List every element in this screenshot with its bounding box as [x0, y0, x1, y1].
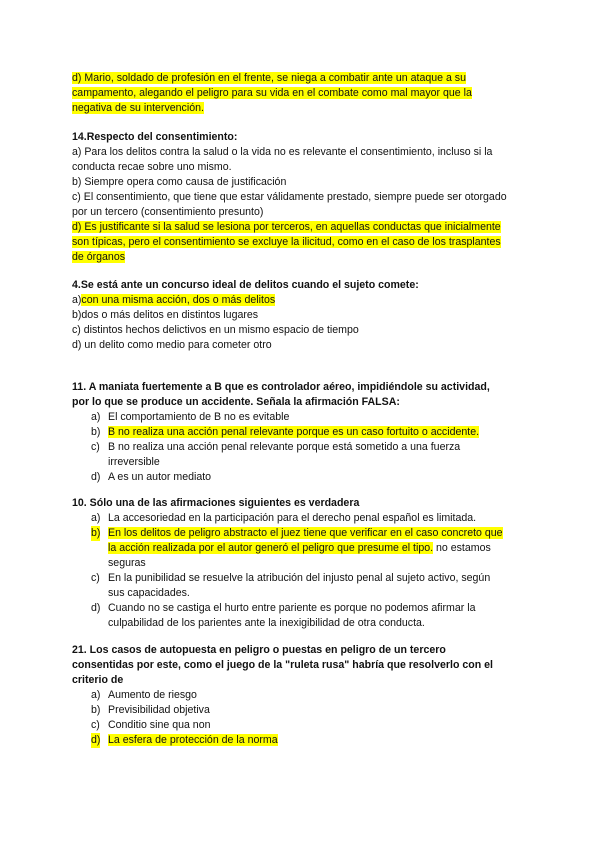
option-b-cont — [72, 541, 528, 556]
option-d: d) un delito como medio para cometer otro — [72, 339, 272, 351]
option-marker: a) — [91, 411, 101, 423]
question-title: 14.Respecto del consentimiento: — [72, 131, 238, 143]
option-b: b)dos o más delitos en distintos lugares — [72, 309, 259, 321]
option-marker: a) — [91, 689, 101, 701]
option-b: b) Previsibilidad objetiva — [91, 704, 210, 716]
option-c: c) B no realiza una acción penal relevante porque está sometido a una fuerza — [91, 441, 461, 453]
option-a-highlighted: con una misma acción, dos o más delitos — [81, 294, 276, 306]
option-marker: d) — [91, 734, 101, 746]
option-marker: d) — [91, 471, 101, 483]
highlighted-answer: negativa de su intervención. — [72, 102, 204, 114]
option-a: a) La accesoriedad en la participación para el derecho penal español es limitada. — [91, 512, 477, 524]
question-title-cont: consentidas por este, como el juego de la "ruleta rusa" habría que resolverlo con el — [72, 659, 493, 671]
question-title: 4.Se está ante un concurso ideal de delitos cuando el sujeto comete: — [72, 279, 419, 291]
option-c: c) El consentimiento, que tiene que estar válidamente prestado, siempre puede ser otorgado — [72, 191, 507, 203]
highlighted-answer: campamento, alegando el peligro para su vida en el combate como mal mayor que la — [72, 87, 472, 99]
option-marker: d) — [91, 602, 101, 614]
option-b-highlighted: la acción realizada por el autor generó el peligro que presume el tipo. — [108, 542, 434, 554]
question-11 — [72, 380, 528, 485]
option-d-highlighted: son típicas, pero el consentimiento se excluye la ilicitud, como en el caso de los trasplantes — [72, 236, 501, 248]
option-b: b) Siempre opera como causa de justificación — [72, 176, 287, 188]
option-c: c) distintos hechos delictivos en un mismo espacio de tiempo — [72, 324, 359, 336]
option-marker: b) — [91, 527, 101, 539]
question-title: 10. Sólo una de las afirmaciones siguientes es verdadera — [72, 497, 360, 509]
option-c-cont: sus capacidades. — [108, 587, 190, 599]
option-d-highlighted: La esfera de protección de la norma — [108, 734, 278, 746]
option-d: d) Cuando no se castiga el hurto entre pariente es porque no podemos afirmar la — [91, 602, 476, 614]
option-d-highlighted: d) Es justificante si la salud se lesiona por terceros, en aquellas conductas que inicialmente — [72, 221, 501, 233]
option-b — [72, 526, 528, 541]
option-marker: c) — [91, 441, 100, 453]
option-marker: a) — [72, 294, 82, 306]
option-d: d) A es un autor mediato — [91, 471, 212, 483]
question-14 — [72, 130, 528, 265]
option-a: a) El comportamiento de B no es evitable — [91, 411, 290, 423]
option-a: a) Aumento de riesgo — [91, 689, 197, 701]
option-b-highlighted: En los delitos de peligro abstracto el juez tiene que verificar en el caso concreto que — [108, 527, 503, 539]
question-title-cont: por lo que se produce un accidente. Señala la afirmación FALSA: — [72, 396, 400, 408]
option-c-cont: irreversible — [108, 456, 160, 468]
option-b-cont2: seguras — [108, 557, 146, 569]
option-marker: c) — [91, 572, 100, 584]
option-a-cont: conducta recae sobre uno mismo. — [72, 161, 232, 173]
option-marker: b) — [91, 704, 101, 716]
option-a: a) Para los delitos contra la salud o la vida no es relevante el consentimiento, incluso si la — [72, 146, 493, 158]
question-title-cont: criterio de — [72, 674, 124, 686]
option-c-cont: por un tercero (consentimiento presunto) — [72, 206, 264, 218]
option-b-highlighted: B no realiza una acción penal relevante porque es un caso fortuito o accidente. — [108, 426, 480, 438]
question-title: 21. Los casos de autopuesta en peligro o puestas en peligro de un tercero — [72, 644, 446, 656]
answer-block-mario — [72, 71, 528, 116]
option-d — [72, 733, 528, 748]
option-c: c) En la punibilidad se resuelve la atribución del injusto penal al sujeto activo, según — [91, 572, 491, 584]
option-marker: b) — [91, 426, 101, 438]
question-4 — [72, 278, 528, 353]
annotation-note: no estamos — [433, 542, 491, 554]
option-a — [72, 293, 528, 308]
option-marker: a) — [91, 512, 101, 524]
highlighted-answer: d) Mario, soldado de profesión en el frente, se niega a combatir ante un ataque a su — [72, 72, 466, 84]
question-21 — [72, 643, 528, 748]
question-title: 11. A maniata fuertemente a B que es controlador aéreo, impidiéndole su actividad, — [72, 381, 490, 393]
option-b — [72, 425, 528, 440]
option-c: c) Conditio sine qua non — [91, 719, 211, 731]
option-marker: c) — [91, 719, 100, 731]
option-d-cont: culpabilidad de los parientes ante la inexigibilidad de otra conducta. — [108, 617, 425, 629]
question-10 — [72, 496, 528, 631]
option-d-highlighted: de órganos — [72, 251, 126, 263]
